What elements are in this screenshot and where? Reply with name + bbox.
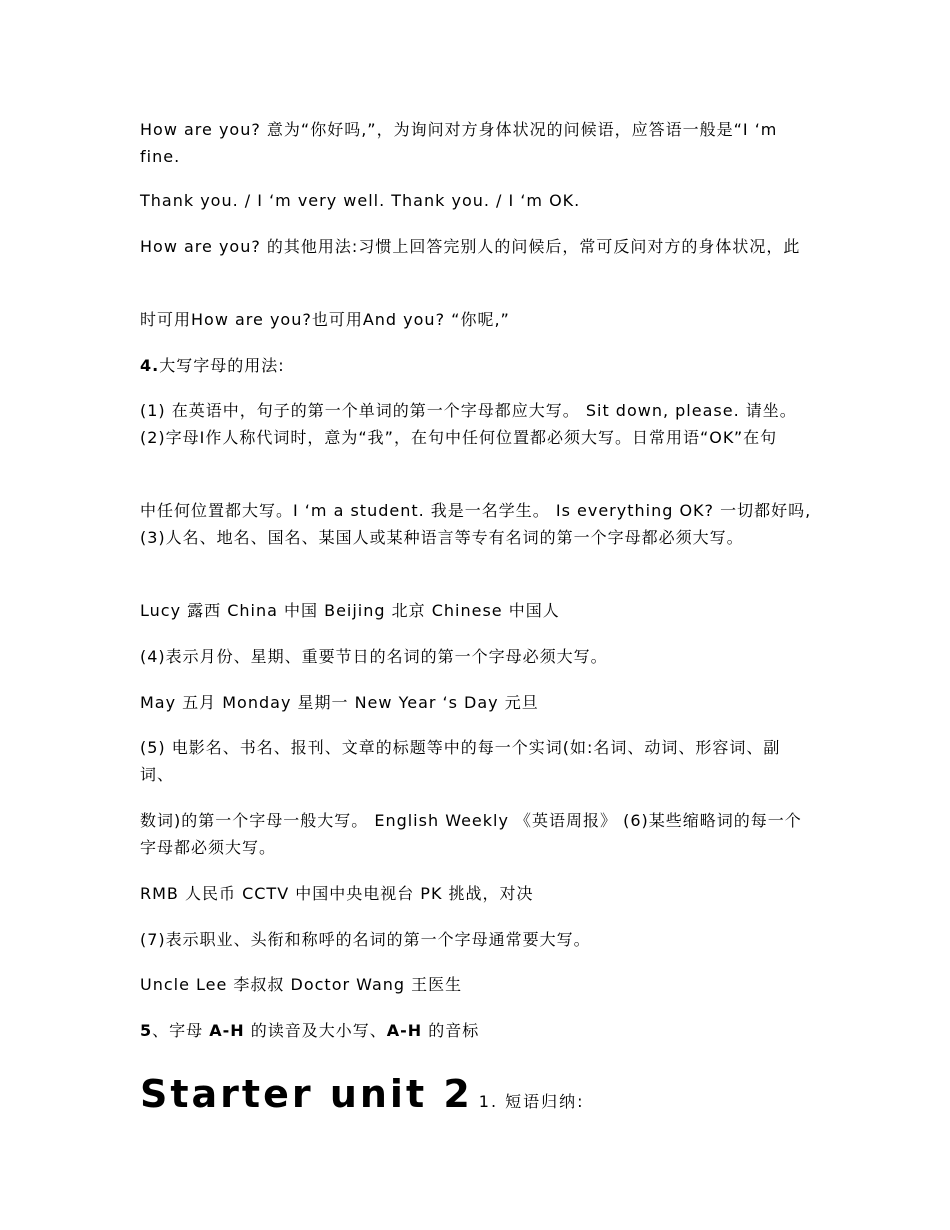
unit-heading <box>140 1068 585 1128</box>
section-number: 4. <box>140 356 160 375</box>
paragraph-how-are-you: How are you? 意为“你好吗,”，为询问对方身体状况的问候语，应答语一般是“I ‘m fine. <box>140 120 778 166</box>
paragraph-rule-7: (7)表示职业、头衔和称呼的名词的第一个字母通常要大写。 <box>140 930 591 949</box>
paragraph-title-examples: Uncle Lee 李叔叔 Doctor Wang 王医生 <box>140 975 463 994</box>
unit-title: Starter unit 2 <box>140 1072 473 1116</box>
section-title: 大写字母的用法: <box>159 356 285 375</box>
paragraph-rule-5: (5) 电影名、书名、报刊、文章的标题等中的每一个实词(如:名词、动词、形容词、副词、 <box>140 738 781 784</box>
paragraph-other-usage: How are you? 的其他用法:习惯上回答完别人的问候后，常可反问对方的身体状况，此 <box>140 237 801 256</box>
paragraph-rule-1-2: (1) 在英语中，句子的第一个单词的第一个字母都应大写。 Sit down, please. 请坐。 (2)字母I作人称代词时，意为“我”，在句中任何位置都必须大写。日常用语“OK”在句 <box>140 401 797 447</box>
section-capital-letters <box>140 352 812 379</box>
section-text: 的音标 <box>422 1021 480 1040</box>
paragraph-rule-5-6: 数词)的第一个字母一般大写。 English Weekly 《英语周报》 (6)某些缩略词的每一个字母都必须大写。 <box>140 811 802 857</box>
paragraph-responses: Thank you. / I ‘m very well. Thank you. / I ‘m OK. <box>140 191 581 210</box>
section-letters-a-h <box>140 1017 812 1044</box>
paragraph-rule-4: (4)表示月份、星期、重要节日的名词的第一个字母必须大写。 <box>140 647 608 666</box>
letter-range: A-H <box>209 1021 245 1040</box>
section-text: 的读音及大小写、 <box>244 1021 387 1040</box>
paragraph-rule-3: 中任何位置都大写。I ‘m a student. 我是一名学生。 Is everything OK? 一切都好吗, (3)人名、地名、国名、某国人或某种语言等专有名词的第一个字母都必须大写。 <box>140 501 812 547</box>
letter-range: A-H <box>386 1021 423 1040</box>
section-text: 、字母 <box>152 1021 210 1040</box>
paragraph-abbreviation-examples: RMB 人民币 CCTV 中国中央电视台 PK 挑战，对决 <box>140 884 534 903</box>
unit-subtitle: 1. 短语归纳: <box>478 1092 585 1111</box>
paragraph-dates-examples: May 五月 Monday 星期一 New Year ‘s Day 元旦 <box>140 693 539 712</box>
paragraph-and-you: 时可用How are you?也可用And you? “你呢,” <box>140 310 510 329</box>
paragraph-proper-nouns-examples: Lucy 露西 China 中国 Beijing 北京 Chinese 中国人 <box>140 601 560 620</box>
section-number: 5 <box>140 1021 153 1040</box>
